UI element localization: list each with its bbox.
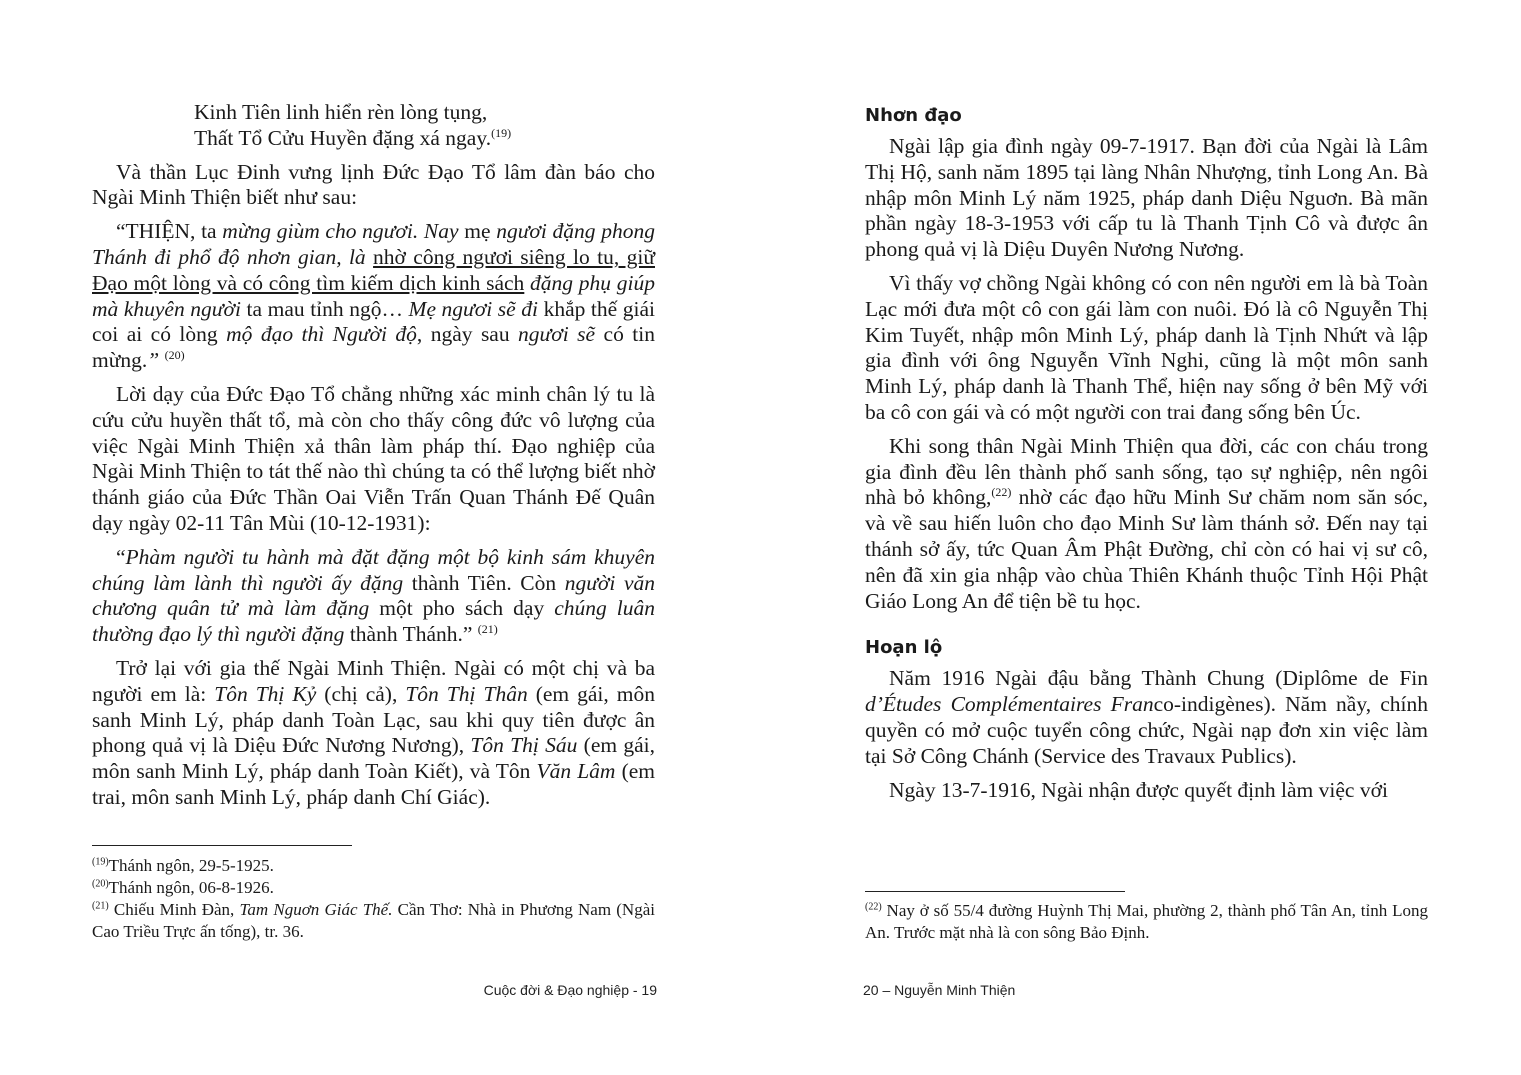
footnote-22: $^{(22)}$ Nay ở số 55/4 đường Huỳnh Thị Mai, phường 2, thành phố Tân An, tỉnh Long An. Trước mặt nhà là con sông Bảo Định. bbox=[865, 901, 1428, 942]
footnote-ref-22: (22) bbox=[991, 485, 1012, 500]
footnote-19: $^{(19)}$Thánh ngôn, 29-5-1925. bbox=[92, 856, 274, 875]
footnotes-left bbox=[92, 855, 655, 943]
page-footer-right: 20 – Nguyễn Minh Thiện bbox=[863, 982, 1016, 998]
paragraph-luc-dinh: Và thần Lục Đinh vưng lịnh Đức Đạo Tổ lâm đàn báo cho Ngài Minh Thiện biết như sau: bbox=[92, 159, 655, 210]
verse-line-1: Kinh Tiên linh hiển rèn lòng tụng, bbox=[194, 100, 488, 124]
left-page-body bbox=[92, 100, 655, 819]
paragraph-con-nuoi: Vì thấy vợ chồng Ngài không có con nên người em là bà Toàn Lạc mới đưa một cô con gái làm con nuôi. Đó là cô Nguyễn Thị Kim Tuyết, nhập môn Minh Lý, pháp danh là Tịnh Nhứt và lập gia đình với ông Nguyễn Vĩnh Nghi, cũng là một môn sanh Minh Lý, pháp danh là Thanh Thể, hiện nay sống ở bên Mỹ với ba cô con gái và có một người con trai đang sống bên Úc. bbox=[865, 270, 1428, 424]
footnote-ref-19: (19) bbox=[491, 125, 512, 140]
paragraph-loi-day: Lời dạy của Đức Đạo Tổ chẳng những xác minh chân lý tu là cứu cửu huyền thất tổ, mà còn cho thấy công đức vô lượng của việc Ngài Minh Thiện xả thân làm pháp thí. Đạo nghiệp của Ngài Minh Thiện to tát thế nào thì chúng ta có thể lượng biết nhờ thánh giáo của Đức Thần Oai Viễn Trấn Quan Thánh Đế Quân dạy ngày 02-11 Tân Mùi (10-12-1931): bbox=[92, 381, 655, 535]
left-page bbox=[0, 0, 760, 1075]
paragraph-song-than: Khi song thân Ngài Minh Thiện qua đời, các con cháu trong gia đình đều lên thành phố sanh sống, tạo sự nghiệp, nên ngôi nhà bỏ không,$^{(22)}$ nhờ các đạo hữu Minh Sư chăm nom săn sóc, và về sau hiến luôn cho đạo Minh Sư làm thánh sở. Đến nay tại thánh sở ấy, tức Quan Âm Phật Đường, chỉ còn có hai vị sư cô, nên đã xin gia nhập vào chùa Thiên Khánh thuộc Tỉnh Hội Phật Giáo Long An để tiện bề tu học. bbox=[865, 433, 1428, 613]
paragraph-gia-the: Trở lại với gia thế Ngài Minh Thiện. Ngài có một chị và ba người em là: Tôn Thị Kỷ (chị cả), Tôn Thị Thân (em gái, môn sanh Minh Lý, pháp danh Toàn Lạc, sau khi quy tiên được ân phong quả vị là Diệu Đức Nương Nương), Tôn Thị Sáu (em gái, môn sanh Minh Lý, pháp danh Toàn Kiết), và Tôn Văn Lâm (em trai, môn sanh Minh Lý, pháp danh Chí Giác). bbox=[92, 655, 655, 809]
footnote-ref-20: (20) bbox=[164, 348, 185, 363]
page-footer-left: Cuộc đời & Đạo nghiệp - 19 bbox=[483, 982, 657, 998]
paragraph-quyet-dinh: Ngày 13-7-1916, Ngài nhận được quyết định làm việc với bbox=[889, 777, 1388, 802]
right-page bbox=[760, 0, 1521, 1075]
footnote-21: $^{(21)}$ Chiếu Minh Đàn, Tam Nguơn Giác Thế. Cần Thơ: Nhà in Phương Nam (Ngài Cao Triều Trực ấn tống), tr. 36. bbox=[92, 900, 655, 941]
paragraph-lap-gia-dinh: Ngài lập gia đình ngày 09-7-1917. Bạn đời của Ngài là Lâm Thị Hộ, sanh năm 1895 tại làng Nhân Nhượng, tỉnh Long An. Bà nhập môn Minh Lý năm 1925, pháp danh Diệu Nguơn. Bà mãn phần ngày 18-3-1953 với cấp tu là Thanh Tịnh Cô và được ân phong quả vị là Diệu Duyên Nương Nương. bbox=[865, 134, 1428, 262]
section-heading-nhon-dao: Nhơn đạo bbox=[865, 105, 962, 126]
verse bbox=[194, 100, 655, 152]
footnote-ref-21: (21) bbox=[477, 621, 498, 636]
section-heading-hoan-lo: Hoạn lộ bbox=[865, 637, 943, 659]
verse-line-2: Thất Tổ Cửu Huyền đặng xá ngay.$^{(19)}$ bbox=[194, 125, 512, 150]
quote-quan-thanh: “Phàm người tu hành mà đặt đặng một bộ kinh sám khuyên chúng làm lành thì người ấy đặng thành Tiên. Còn người văn chương quân tử mà làm đặng một pho sách dạy chúng luân thường đạo lý thì người đặng thành Thánh.” $^{(21)}$ bbox=[92, 544, 655, 647]
footnote-divider bbox=[92, 845, 352, 846]
right-page-body bbox=[865, 100, 1428, 811]
paragraph-thanh-chung: Năm 1916 Ngài đậu bằng Thành Chung (Diplôme de Fin d’Études Complémentaires Franco-indigènes). Năm nầy, chính quyền có mở cuộc tuyển công chức, Ngài nạp đơn xin việc làm tại Sở Công Chánh (Service des Travaux Publics). bbox=[865, 666, 1428, 768]
footnotes-right bbox=[865, 900, 1428, 944]
quote-duc-dao-to: “THIỆN, ta mừng giùm cho ngươi. Nay mẹ ngươi đặng phong Thánh đi phổ độ nhơn gian, là nhờ công ngươi siêng lo tu, giữ Đạo một lòng và có công tìm kiếm dịch kinh sách đặng phụ giúp mà khuyên người ta mau tỉnh ngộ… Mẹ ngươi sẽ đi khắp thế giái coi ai có lòng mộ đạo thì Người độ, ngày sau ngươi sẽ có tin mừng.” $^{(20)}$ bbox=[92, 219, 655, 373]
footnote-divider bbox=[865, 891, 1125, 892]
footnote-20: $^{(20)}$Thánh ngôn, 06-8-1926. bbox=[92, 878, 274, 897]
